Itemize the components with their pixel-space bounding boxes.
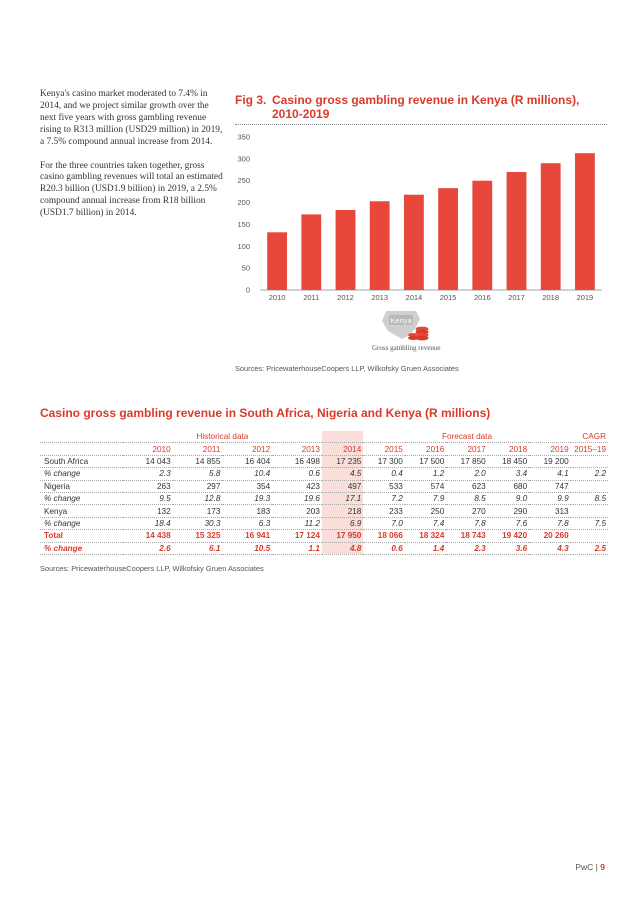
table-row [40,530,608,542]
table-cell: 423 [306,481,320,491]
table-cell: 7.6 [515,518,528,528]
bar-2018 [541,163,561,290]
forecast-header: Forecast data [363,431,570,443]
x-tick-label: 2017 [508,293,525,302]
bar-2015 [438,188,458,290]
table-cell: 14 043 [145,456,171,466]
row-label: % change [44,543,83,553]
table-cell: 173 [206,506,221,516]
y-tick-label: 100 [237,241,250,251]
table-cell: 3.4 [515,469,528,479]
table-cell: 19 200 [543,456,569,466]
cagr-cell [571,505,608,517]
y-tick-label: 50 [241,263,250,273]
cagr-cell [571,455,608,467]
year-header-cell: 2011 [202,444,221,454]
table-cell: 747 [554,481,569,491]
bar-2019 [575,153,595,290]
figure-title-divider [235,124,607,125]
cagr-cell [571,480,608,492]
table-cell: 7.2 [391,494,403,504]
year-header-cell: 2013 [301,444,320,454]
y-tick-label: 0 [245,285,250,295]
table-cell: 0.6 [391,543,403,553]
footer-brand: PwC [575,862,594,872]
year-header-cell: 2014 [322,443,363,455]
intro-paragraph-2: For the three countries taken together, gross casino gambling revenues will total an estimated R20.3 billion (USD1.9 billion) in 2019, a 2.5% compound annual increase from R18 billion (USD1.7 billion) in 2014. [40,160,223,219]
table-cell: 680 [513,481,528,491]
y-tick-label: 150 [237,219,250,229]
row-label: % change [44,494,81,504]
bar-2012 [336,210,356,290]
table-cell: 7.8 [474,518,486,528]
table-cell: 9.9 [557,494,569,504]
table-cell: 7.8 [557,518,569,528]
table-cell: 233 [389,506,403,516]
x-tick-label: 2012 [337,293,354,302]
table-cell: 16 941 [245,531,271,541]
table-cell: 0.4 [391,469,403,479]
table-cell: 270 [472,506,486,516]
table-row [40,517,608,529]
table-cell: 19.6 [303,494,320,504]
row-label: South Africa [44,456,89,466]
row-label: % change [44,469,81,479]
table-cell: 4.8 [322,542,363,554]
table-cell: 0.6 [308,469,320,479]
x-tick-label: 2019 [576,293,594,302]
figure-number: Fig 3. [235,93,267,107]
bar-chart [232,130,607,305]
table-cell: 18 066 [377,531,403,541]
table-cell: 15 325 [195,531,221,541]
cagr-cell: 7.5 [594,518,606,528]
table-year-header [40,443,608,455]
page-footer [575,862,605,872]
table-cell: 2.6 [159,543,171,553]
year-header-cell: 2015 [384,444,403,454]
table-cell: 12.8 [204,494,221,504]
intro-text [40,89,226,232]
table-cell: 18 450 [502,456,528,466]
table-cell: 2.0 [474,469,486,479]
x-tick-label: 2011 [303,293,320,302]
kenya-coins-icon [362,305,462,345]
table-cell: 574 [430,481,445,491]
y-tick-label: 300 [237,154,250,164]
table-source: Sources: PricewaterhouseCoopers LLP, Wilkofsky Gruen Associates [40,564,264,573]
table-group-header [40,431,608,443]
table-cell: 7.0 [391,518,403,528]
year-header-cell: 2017 [467,444,486,454]
table-cell: 297 [206,481,221,491]
table-cell: 1.4 [432,543,445,553]
bar-2017 [507,172,527,290]
row-label: Nigeria [44,481,70,491]
x-axis [269,293,593,302]
table-cell: 4.3 [557,543,569,553]
table-row [40,505,608,517]
table-cell: 11.2 [304,518,320,528]
table-cell: 18 743 [460,531,486,541]
row-label: Kenya [44,506,68,516]
figure-title [235,93,607,121]
bar-series [267,153,595,290]
table-cell: 18 324 [419,531,445,541]
table-cell: 132 [156,506,171,516]
table-cell: 18.4 [154,518,171,528]
table-cell: 4.5 [322,468,363,480]
cagr-cell [571,530,608,542]
table-cell: 30.3 [204,518,221,528]
table-cell: 8.5 [474,494,486,504]
table-row [40,468,608,480]
legend-label: Gross gambling revenue [372,344,441,352]
table-cell: 623 [472,481,486,491]
table-cell: 17 950 [322,530,363,542]
footer-separator: | [595,862,598,872]
table-cell: 7.4 [432,518,445,528]
cagr-period-cell: 2015–19 [574,444,606,454]
table-cell: 10.5 [254,543,271,553]
table-cell: 19.3 [254,494,271,504]
table-cell: 17 300 [377,456,403,466]
table-cell: 1.2 [432,469,445,479]
table-cell: 17 124 [294,531,320,541]
y-tick-label: 250 [237,176,250,186]
cagr-header: CAGR [571,431,608,443]
figure-title-text: Casino gross gambling revenue in Kenya (R millions), 2010-2019 [272,93,580,121]
year-header-cell: 2010 [152,444,171,454]
table-cell: 16 404 [245,456,271,466]
year-header-cell: 2019 [550,444,569,454]
table-cell: 290 [513,506,528,516]
table-cell: 6.1 [209,543,221,553]
historical-header: Historical data [123,431,322,443]
table-cell: 1.1 [308,543,320,553]
revenue-table [40,431,608,555]
table-row [40,492,608,504]
table-cell: 9.5 [159,494,171,504]
table-cell: 9.0 [515,494,528,504]
table-cell: 533 [389,481,403,491]
table-row [40,480,608,492]
table-cell: 6.3 [258,518,271,528]
table-cell: 3.6 [515,543,528,553]
table-cell: 354 [256,481,271,491]
intro-paragraph-1: Kenya's casino market moderated to 7.4% in 2014, and we project similar growth over the next five years with gross gambling revenue rising to R313 million (USD29 million) in 2019, a 7.5% compound annual increase from 2014. [40,89,223,147]
x-tick-label: 2013 [371,293,389,302]
cagr-cell: 2.5 [594,543,606,553]
year-header-cell: 2018 [508,444,528,454]
table-cell: 20 260 [543,531,569,541]
table-cell: 203 [306,506,320,516]
table-cell: 263 [156,481,171,491]
table-row [40,542,608,554]
row-label: % change [44,518,81,528]
table-cell: 16 498 [294,456,320,466]
bar-2013 [370,201,390,290]
page-number: 9 [600,862,605,872]
bar-2010 [267,232,287,290]
x-tick-label: 2014 [405,293,423,302]
row-label: Total [44,531,63,541]
year-header-cell: 2012 [251,444,271,454]
table-title: Casino gross gambling revenue in South Africa, Nigeria and Kenya (R millions) [40,406,491,420]
table-cell: 313 [554,506,569,516]
table-cell: 497 [322,480,363,492]
x-tick-label: 2016 [473,293,491,302]
table-cell: 183 [256,506,271,516]
x-tick-label: 2018 [542,293,560,302]
table-cell: 19 420 [502,531,528,541]
bar-2014 [404,195,424,290]
table-cell: 250 [430,506,445,516]
table-cell: 14 438 [145,531,171,541]
legend-badge-text: Kenya [390,316,412,325]
table-cell: 218 [322,505,363,517]
table-cell: 17.1 [322,492,363,504]
figure-source: Sources: PricewaterhouseCoopers LLP, Wilkofsky Gruen Associates [235,364,459,373]
x-tick-label: 2010 [268,293,286,302]
bar-2011 [301,214,321,290]
table-cell: 2.3 [474,543,486,553]
table-cell: 6.9 [322,517,363,529]
table-row [40,455,608,467]
table-cell: 17 850 [460,456,486,466]
table-cell: 17 500 [419,456,445,466]
x-tick-label: 2015 [439,293,457,302]
table-cell: 17 235 [322,455,363,467]
y-tick-label: 350 [237,132,250,142]
table-cell: 5.8 [209,469,221,479]
cagr-cell: 8.5 [594,494,606,504]
table-cell: 4.1 [557,469,569,479]
table-cell: 14 855 [195,456,221,466]
table-cell: 2.3 [159,469,171,479]
cagr-cell: 2.2 [594,469,606,479]
year-header-cell: 2016 [426,444,445,454]
bar-2016 [472,181,492,290]
table-cell: 7.9 [432,494,445,504]
y-tick-label: 200 [237,198,250,208]
table-cell: 10.4 [254,469,271,479]
